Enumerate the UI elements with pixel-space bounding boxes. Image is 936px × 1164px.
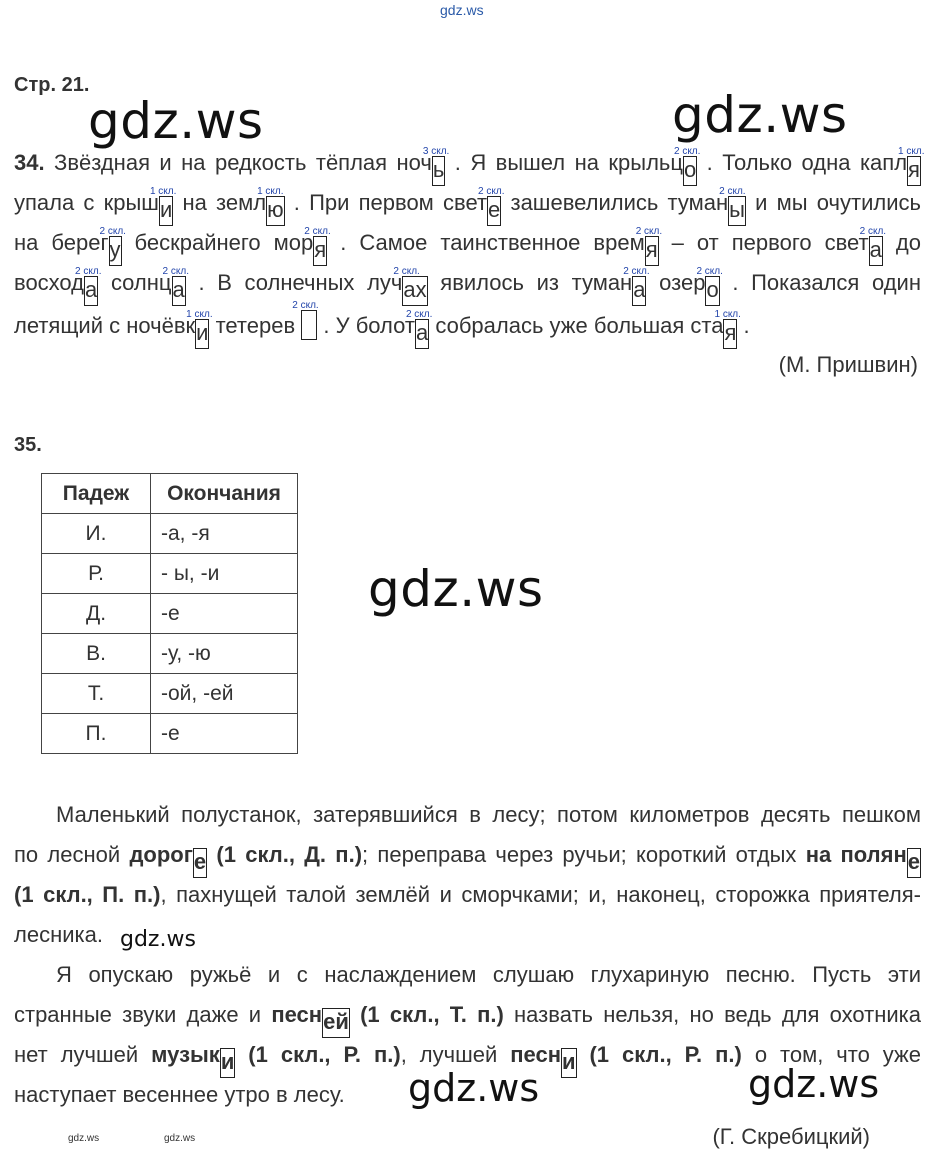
p2-line-3: нет лучшей музыки (1 скл., Р. п.), лучшей песни (1 скл., Р. п.) о том, что уже [14,1042,921,1078]
watermark-tiny-1: gdz.ws [68,1133,100,1144]
ex34-line-5: летящий с ночёвк 1 скл. и тетерев 2 скл. . У болот 2 скл. а собралась уже большая ста 1 скл. я . [14,310,921,349]
ex34-line-1: 34. Звёздная и на редкость тёплая ноч 3 скл. ь . Я вышел на крыльц 2 скл. о . Только одна капл 1 скл. я [14,150,921,186]
ending-box: 3 скл. ь [432,156,445,186]
ending-box: 2 скл. а [632,276,646,306]
watermark-top: gdz.ws [440,2,484,18]
p1-line-1: Маленький полустанок, затерявшийся в лесу; потом километров десять пешком [56,802,921,827]
ending-box: 1 скл. я [723,319,737,349]
table-header-row [42,474,298,514]
p1-line-2: по лесной дороге (1 скл., Д. п.); переправа через ручьи; короткий отдых на поляне [14,842,921,878]
ex35-author: (Г. Скребицкий) [712,1124,870,1149]
table-row: Т. -ой, -ей [42,674,298,714]
p2-line-2: странные звуки даже и песней (1 скл., Т. п.) назвать нельзя, но ведь для охотника [14,1002,921,1038]
table-row: Р. - ы, -и [42,554,298,594]
ending-box: ей [322,1008,350,1038]
ending-box: 2 скл. у [109,236,122,266]
ending-box: 2 скл. е [487,196,501,226]
ending-box: и [220,1048,236,1078]
page-heading: Стр. 21. [14,74,90,96]
p1-line-4: лесника. [14,922,103,947]
ending-box: 2 скл. я [645,236,659,266]
ending-box: 1 скл. ю [266,196,285,226]
table-row: Д. -е [42,594,298,634]
watermark-small: gdz.ws [120,927,196,952]
ending-box: 2 скл. я [313,236,327,266]
ending-box: 2 скл. о [683,156,697,186]
ending-box: е [193,848,207,878]
empty-ending-box: 2 скл. [301,310,317,340]
p2-line-4: наступает весеннее утро в лесу. [14,1082,345,1107]
ending-box: 1 скл. я [907,156,921,186]
table-row: И. -а, -я [42,514,298,554]
ending-box: 1 скл. и [159,196,173,226]
ending-box: 2 скл. а [84,276,98,306]
header-case: Падеж [42,474,151,514]
ending-box: 2 скл. ы [728,196,746,226]
ending-box: 2 скл. о [705,276,719,306]
exercise-number: 34. [14,150,45,175]
ending-box: е [907,848,921,878]
watermark-center: gdz.ws [368,560,544,618]
ending-box: 1 скл. и [195,319,209,349]
ex34-line-4: восход 2 скл. а солнц 2 скл. а . В солнечных луч 2 скл. ах явилось из туман 2 скл. а озер 2 скл. о . Показался один [14,270,921,306]
watermark-bottom-right: gdz.ws [748,1062,880,1106]
table-row: В. -у, -ю [42,634,298,674]
ending-box: 2 скл. а [172,276,186,306]
case-endings-table [41,473,298,754]
watermark-left: gdz.ws [88,92,264,150]
ex35-number: 35. [14,434,42,456]
ex34-author: (М. Пришвин) [778,352,918,377]
p1-line-3: (1 скл., П. п.), пахнущей талой землёй и сморчками; и, наконец, сторожка приятеля- [14,882,921,907]
ex34-line-2: упала с крыш 1 скл. и на земл 1 скл. ю . При первом свет 2 скл. е зашевелились туман 2 скл. ы и мы очутились [14,190,921,226]
watermark-tiny-2: gdz.ws [164,1133,196,1144]
watermark-right: gdz.ws [672,86,848,144]
ending-box: и [561,1048,577,1078]
ending-box: 2 скл. а [869,236,883,266]
header-endings: Окончания [151,474,298,514]
p2-line-1: Я опускаю ружьё и с наслаждением слушаю глухариную песню. Пусть эти [56,962,921,987]
ex34-line-3: на берег 2 скл. у бескрайнего мор 2 скл. я . Самое таинственное врем 2 скл. я – от первого свет 2 скл. а до [14,230,921,266]
ending-box: 2 скл. а [415,319,429,349]
table-row: П. -е [42,714,298,754]
ending-box: 2 скл. ах [402,276,427,306]
watermark-bottom-mid: gdz.ws [408,1066,540,1110]
